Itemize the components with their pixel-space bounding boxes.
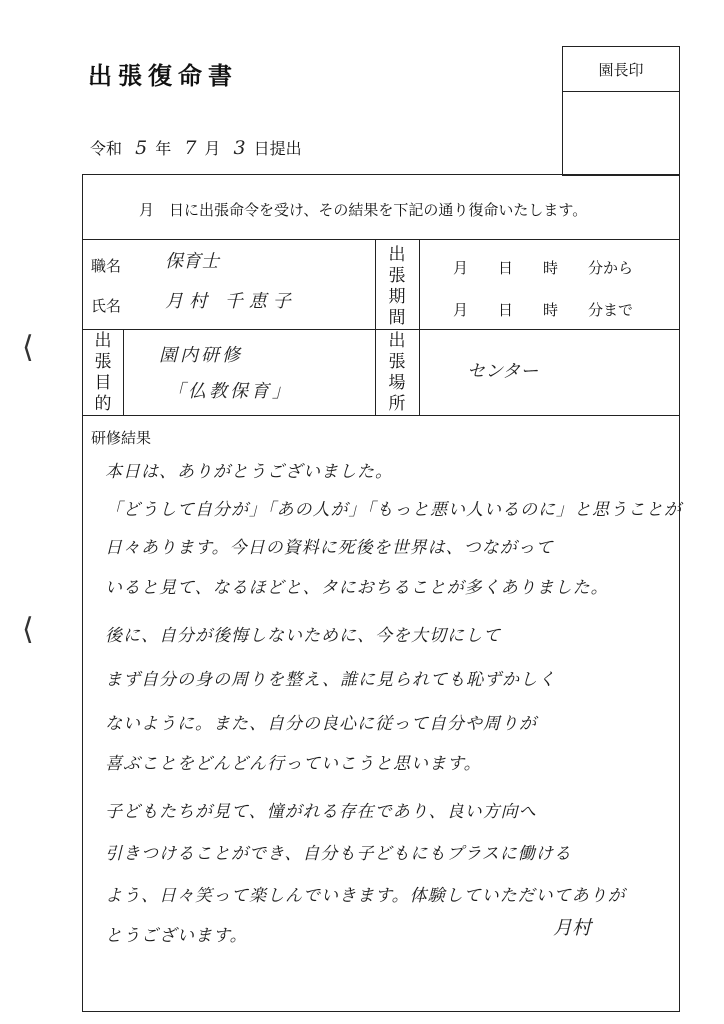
- result-line: 喜ぶことをどんどん行っていこうと思います。: [105, 754, 482, 774]
- date-day-label: 日提出: [253, 139, 302, 158]
- rule-mid-divider: [375, 239, 376, 415]
- result-line: 本日は、ありがとうございました。: [105, 462, 393, 482]
- period-label: 出張期間: [388, 245, 406, 328]
- stamp-label: 園長印: [563, 47, 679, 92]
- date-era: 令和: [90, 139, 123, 158]
- result-line: とうございます。: [105, 926, 248, 946]
- purpose-line-1: 園内研修: [159, 345, 243, 366]
- rule-after-name: [83, 329, 679, 330]
- rule-stub: [83, 329, 121, 330]
- intro-text: 月 日に出張命令を受け、その結果を下記の通り復命いたします。: [139, 201, 588, 219]
- date-year-label: 年: [155, 139, 172, 158]
- date-month: 7: [184, 137, 197, 159]
- job-value: 保育士: [165, 251, 219, 272]
- job-label: 職名: [91, 257, 122, 275]
- date-month-label: 月: [204, 139, 221, 158]
- date-year: 5: [135, 137, 148, 159]
- margin-mark-upper: ⟨: [22, 330, 34, 365]
- submission-date: [90, 136, 302, 159]
- result-line: 引きつけることができ、自分も子どもにもプラスに働ける: [105, 844, 572, 864]
- result-line: 「どうして自分が」「あの人が」「もっと悪い人いるのに」と思うことが: [105, 500, 682, 520]
- place-label: 出張場所: [388, 331, 406, 414]
- result-line: ないように。また、自分の良心に従って自分や周りが: [105, 714, 537, 734]
- result-line: 日々あります。今日の資料に死後を世界は、つながって: [105, 538, 554, 558]
- result-line: 後に、自分が後悔しないために、今を大切にして: [105, 626, 501, 646]
- result-line: 子どもたちが見て、憧がれる存在であり、良い方向へ: [105, 802, 537, 822]
- result-line: いると見て、なるほどと、タにおちることが多くありました。: [105, 578, 609, 598]
- signature: 月村: [553, 917, 592, 939]
- place-value: センター: [467, 361, 539, 382]
- result-line: よう、日々笑って楽しんでいきます。体験していただいてありが: [105, 886, 626, 906]
- principal-stamp-box: [562, 46, 680, 176]
- rule-purpose-label-divider: [123, 329, 124, 415]
- document-title: 出張復命書: [88, 62, 238, 90]
- rule-after-intro: [83, 239, 679, 240]
- report-form: [82, 174, 680, 1012]
- result-line: まず自分の身の周りを整え、誰に見られても恥ずかしく: [105, 670, 557, 690]
- purpose-line-2: 「仏教保育」: [167, 381, 293, 402]
- purpose-label: 出張目的: [94, 331, 112, 414]
- period-from: 月 日 時 分から: [453, 259, 634, 277]
- result-label: 研修結果: [91, 429, 152, 447]
- name-label: 氏名: [91, 297, 122, 315]
- period-to: 月 日 時 分まで: [453, 301, 634, 319]
- rule-after-purpose: [83, 415, 679, 416]
- margin-mark-lower: ⟨: [22, 612, 34, 647]
- name-value: 月村 千恵子: [165, 291, 297, 312]
- date-day: 3: [233, 137, 246, 159]
- rule-right-label-divider: [419, 239, 420, 415]
